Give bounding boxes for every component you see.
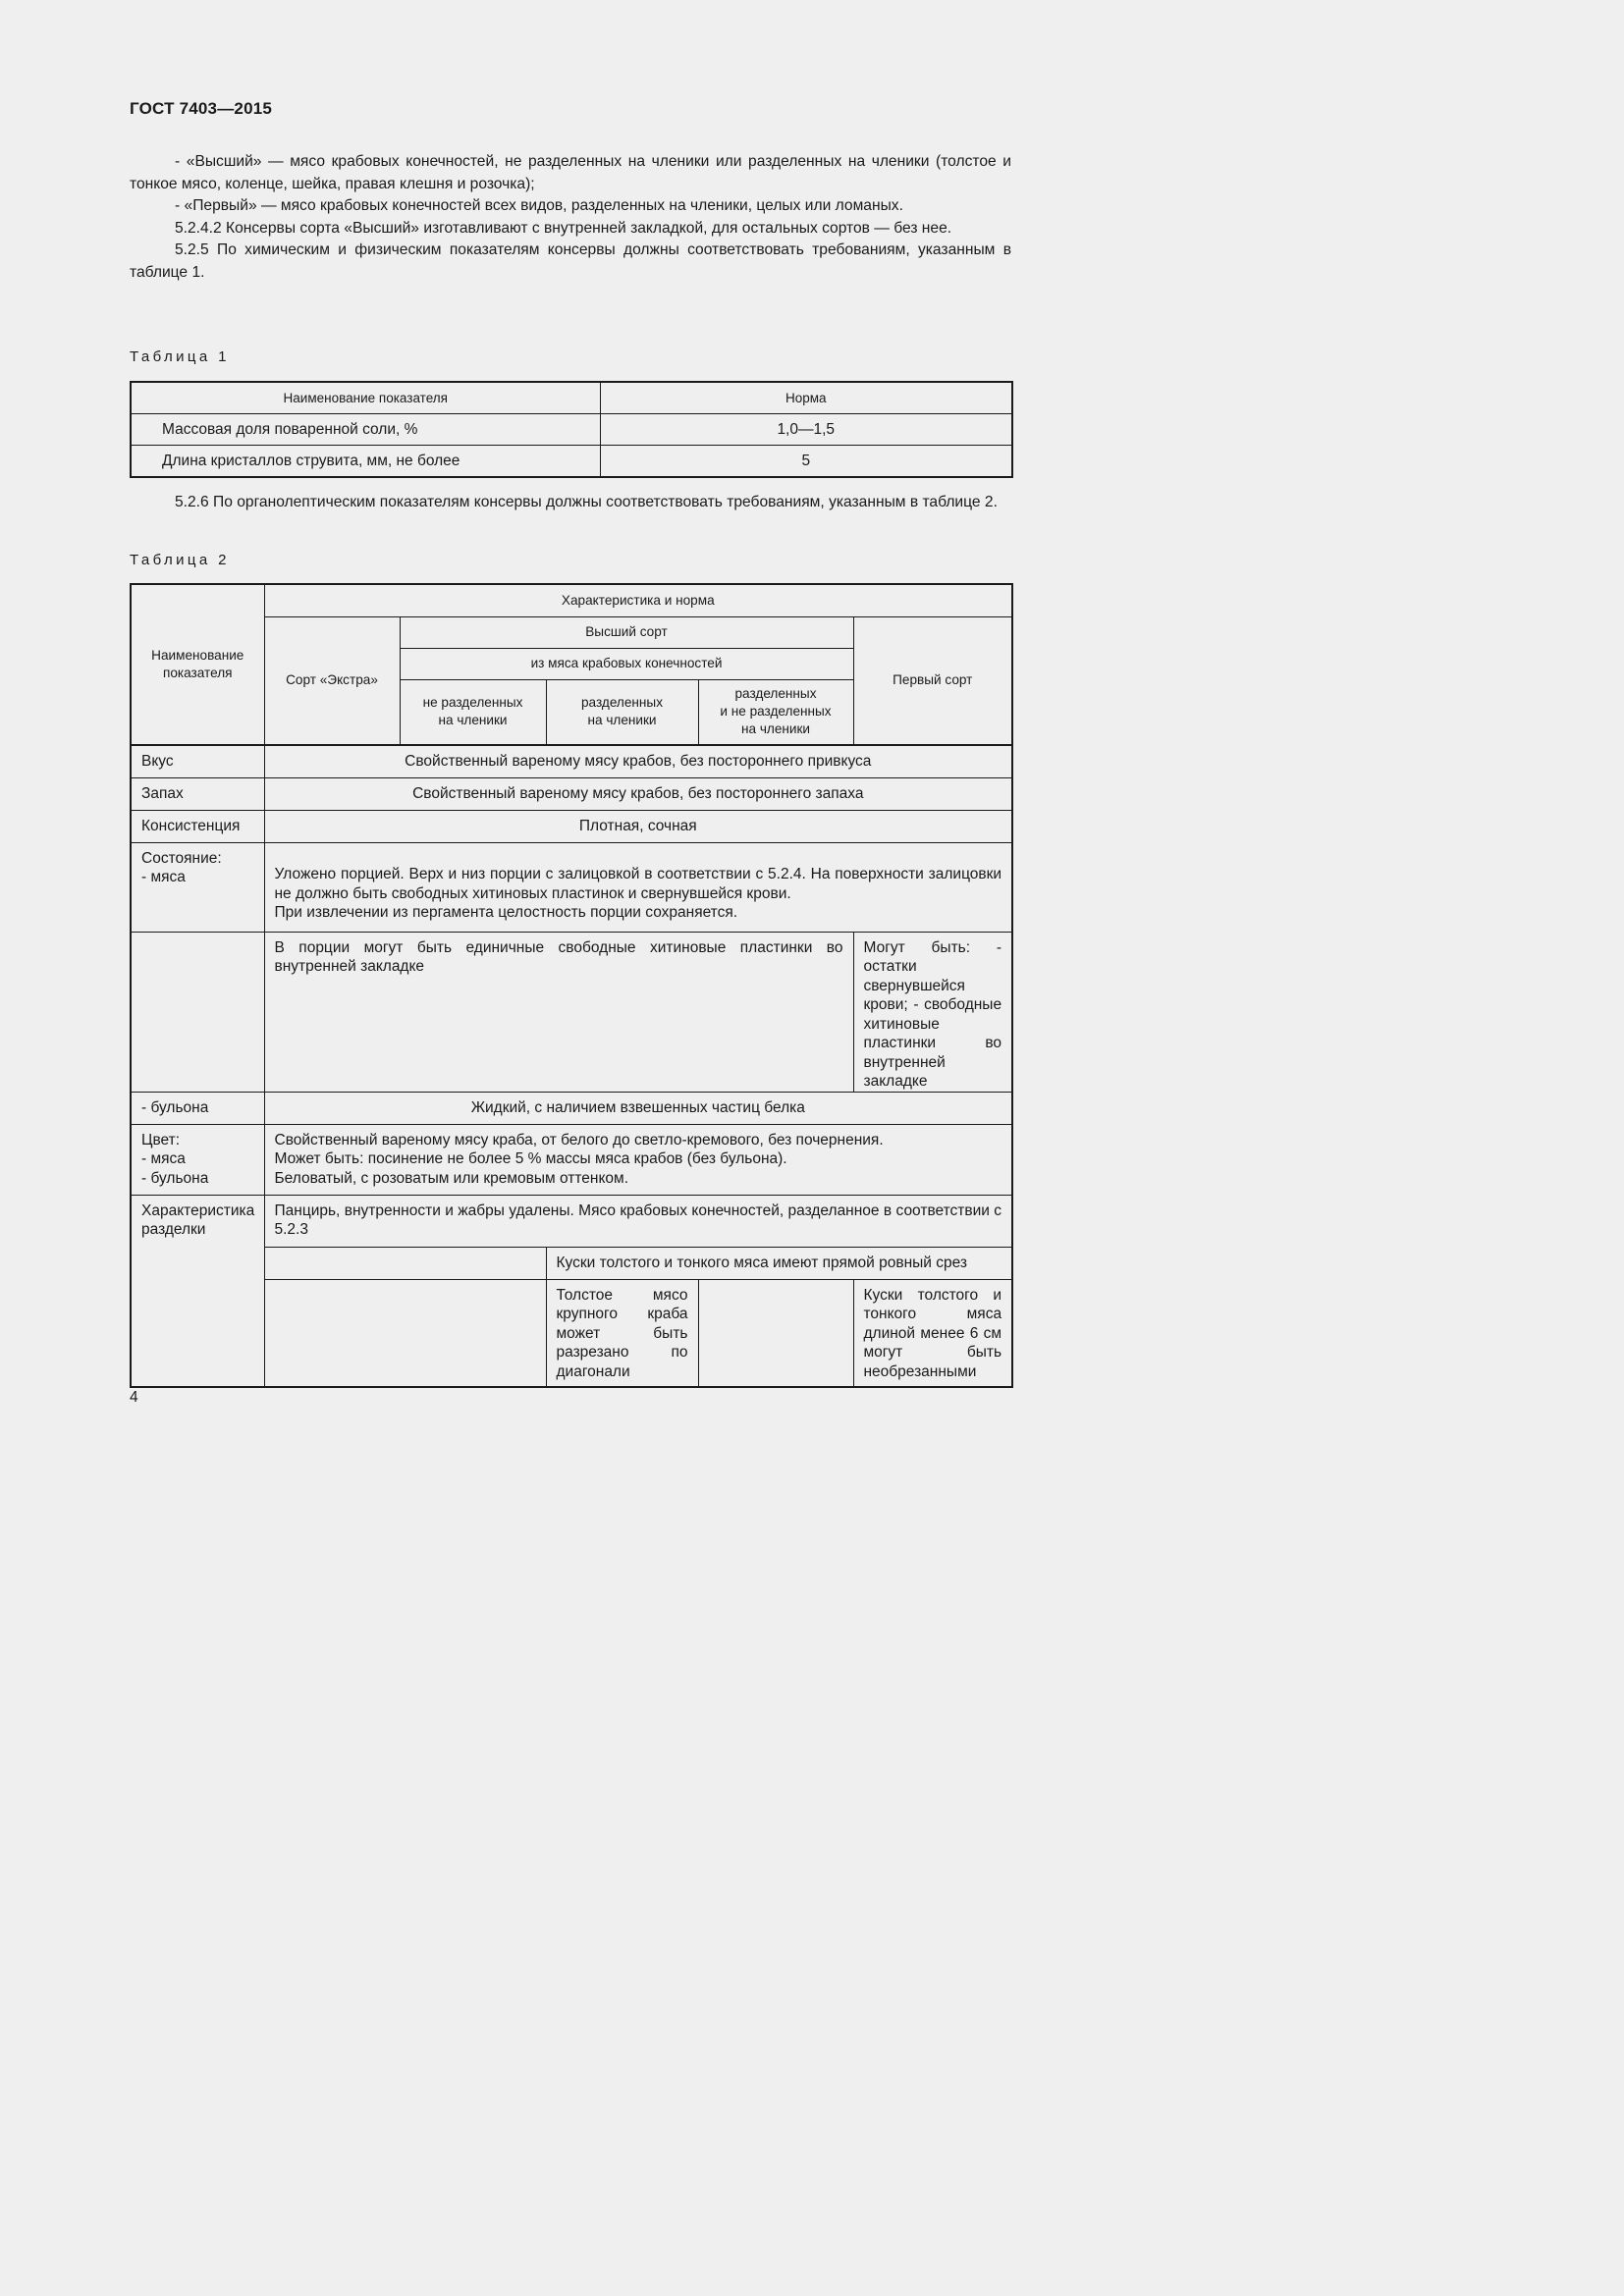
table-row [131,446,1012,478]
header-from-limbs: из мяса крабовых конечностей [400,648,853,679]
row-value [264,1124,1012,1195]
row-value-line: Беловатый, с розоватым или кремовым оттенком. [274,1169,629,1187]
indicator-value: 5 [600,446,1012,478]
row-name-line: Состояние: [141,849,222,867]
row-value-line: Может быть: посинение не более 5 % массы мяса крабов (без бульона). [274,1150,787,1167]
table-1 [130,381,1013,478]
row-name: - бульона [131,1092,264,1124]
header-divided [546,679,698,745]
table-header-row [131,382,1012,414]
table-2 [130,583,1013,1388]
row-name: Вкус [131,745,264,777]
paragraph: - «Высший» — мясо крабовых конечностей, не разделенных на членики или разделенных на членики (толстое и тонкое мясо, коленце, шейка, правая клешня и розочка); [130,153,1011,192]
header-higher: Высший сорт [400,616,853,648]
header-extra: Сорт «Экстра» [264,616,400,745]
row-name: Запах [131,777,264,810]
row-name-line: Цвет: [141,1131,181,1148]
paragraph: 5.2.5 По химическим и физическим показателям консервы должны соответствовать требованиям, указанным в таблице 1. [130,241,1011,281]
row-value-line: Свойственный вареному мясу краба, от белого до светло-кремового, без почернения. [274,1131,884,1148]
header-divided-text: разделенных на членики [580,695,664,728]
empty-cell [264,1247,546,1279]
table-row [131,842,1012,932]
header-name-text: Наименование показателя [151,648,244,680]
indicator-value: 1,0—1,5 [600,414,1012,446]
header-both [698,679,853,745]
table1-caption: Таблица 1 [130,348,230,365]
row-value: В порции могут быть единичные свободные хитиновые пластинки во внутренней закладке [264,932,853,1092]
column-header: Норма [600,382,1012,414]
header-first: Первый сорт [853,616,1012,745]
table-row [131,932,1012,1092]
body-text-2 [130,492,1011,514]
row-value: Куски толстого и тонкого мяса длиной менее 6 см могут быть необрезанными [853,1279,1012,1387]
table-row [131,810,1012,842]
row-value: Толстое мясо крупного краба может быть разрезано по диагонали [546,1279,698,1387]
document-header: ГОСТ 7403—2015 [130,99,273,118]
indicator-name: Длина кристаллов струвита, мм, не более [131,446,600,478]
table-row [131,745,1012,777]
header-name [131,584,264,745]
row-value: Панцирь, внутренности и жабры удалены. Мясо крабовых конечностей, разделанное в соответствии с 5.2.3 [264,1195,1012,1247]
row-value: Жидкий, с наличием взвешенных частиц белка [264,1092,1012,1124]
row-value: Свойственный вареному мясу крабов, без постороннего привкуса [264,745,1012,777]
row-name: Консистенция [131,810,264,842]
header-not-divided [400,679,546,745]
table-row [131,1195,1012,1247]
row-value-first: Могут быть: - остатки свернувшейся крови; - свободные хитиновые пластинки во внутренней закладке [853,932,1012,1092]
row-name-line: - мяса [141,869,186,885]
row-value: Плотная, сочная [264,810,1012,842]
paragraph: - «Первый» — мясо крабовых конечностей всех видов, разделенных на членики, целых или ломаных. [175,197,903,215]
header-both-1: разделенных [734,686,817,702]
column-header: Наименование показателя [131,382,600,414]
row-name: Характеристика разделки [131,1195,264,1387]
row-value-line: При извлечении из пергамента целостность порции сохраняется. [274,904,738,922]
paragraph: 5.2.4.2 Консервы сорта «Высший» изготавливают с внутренней закладкой, для остальных сортов — без нее. [175,219,952,237]
body-text [130,151,1011,285]
header-characteristic: Характеристика и норма [264,584,1012,616]
row-name-line: - бульона [141,1169,209,1187]
table2-caption: Таблица 2 [130,552,230,568]
row-value: Куски толстого и тонкого мяса имеют прямой ровный срез [546,1247,1012,1279]
indicator-name: Массовая доля поваренной соли, % [131,414,600,446]
row-name-line: - мяса [141,1150,186,1167]
row-name [131,1124,264,1195]
table-row [131,777,1012,810]
row-name [131,842,264,932]
header-not-divided-text: не разделенных на членики [422,695,523,728]
header-both-2: и не разделенных [720,704,832,720]
table-row [131,1092,1012,1124]
empty-cell [698,1279,853,1387]
table-row [131,1124,1012,1195]
page-number: 4 [130,1389,138,1406]
header-both-3: на членики [740,721,811,737]
row-value: Свойственный вареному мясу крабов, без постороннего запаха [264,777,1012,810]
row-value-line: Уложено порцией. Верх и низ порции с залицовкой в соответствии с 5.2.4. На поверхности залицовки не должно быть свободных хитиновых пластинок и свернувшейся крови. [274,866,1002,902]
paragraph: 5.2.6 По органолептическим показателям консервы должны соответствовать требованиям, указанным в таблице 2. [175,494,998,510]
table-row [131,414,1012,446]
row-value [264,842,1012,932]
empty-cell [264,1279,546,1387]
empty-cell [131,932,264,1092]
